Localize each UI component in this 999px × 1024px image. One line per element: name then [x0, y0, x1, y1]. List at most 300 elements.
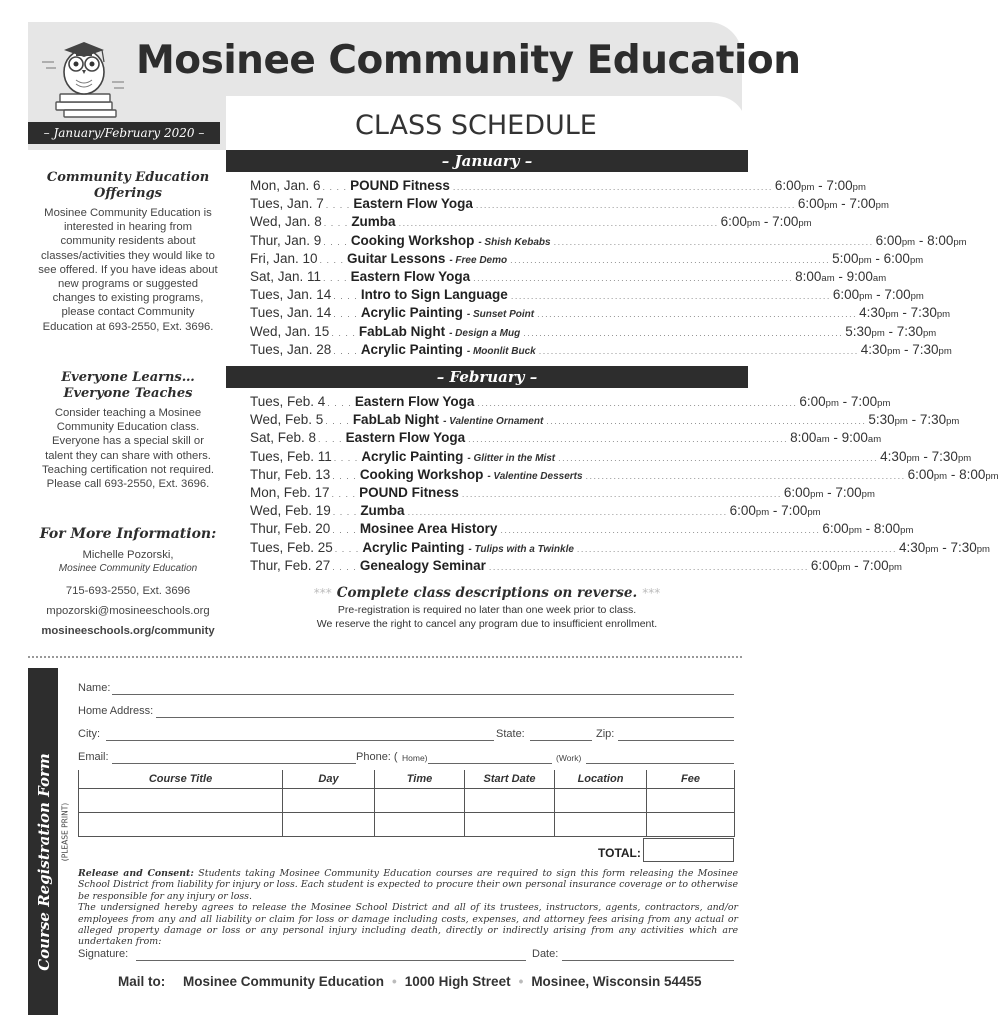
- everyone-learns-body: Consider teaching a Mosinee Community Education class. Everyone has a special skill or talent they can share with others. Teaching certification not required. Please call 693-2550, Ext. 3696.: [41, 407, 215, 491]
- start-time: 4:30: [880, 448, 907, 464]
- location-cell[interactable]: [555, 788, 647, 812]
- class-time: [880, 449, 971, 464]
- preregistration-note: [250, 603, 724, 631]
- class-subtitle: - Shish Kebabs: [478, 236, 551, 248]
- schedule-row: [250, 412, 960, 430]
- cut-line-divider: [28, 656, 742, 658]
- reverse-note-text: Complete class descriptions on reverse.: [336, 585, 638, 601]
- time-dash: -: [850, 557, 863, 573]
- website-link[interactable]: mosineeschools.org/community: [41, 625, 215, 637]
- start-time: 8:00: [790, 430, 817, 446]
- leader-dots: . . . .: [332, 525, 357, 536]
- start-time: 6:00: [783, 484, 811, 500]
- class-date: Wed, Feb. 5: [250, 412, 324, 428]
- end-time: 7:00: [826, 178, 853, 193]
- class-name: Acrylic Painting: [360, 305, 463, 321]
- class-date: Thur, Feb. 13: [250, 466, 331, 482]
- leader-dots: . . . .: [323, 272, 348, 283]
- leader-dots: ................................................................................: [473, 272, 794, 283]
- end-time: 8:00: [959, 466, 986, 482]
- phone-label: Phone: (: [356, 751, 398, 763]
- start-ampm: pm: [906, 452, 920, 464]
- leader-dots: . . . .: [332, 470, 357, 481]
- leader-dots: . . . .: [323, 218, 349, 229]
- leader-dots: ................................................................................: [468, 434, 789, 445]
- start-time: 4:30: [898, 539, 926, 555]
- leader-dots: ................................................................................: [461, 488, 782, 499]
- schedule-row: [250, 466, 999, 485]
- everyone-learns-section: [38, 370, 218, 491]
- end-ampm: pm: [875, 200, 889, 212]
- city-row: [78, 728, 734, 744]
- class-date: Sat, Feb. 8: [250, 430, 317, 446]
- time-dash: -: [814, 178, 827, 193]
- schedule-row: [250, 484, 875, 503]
- time-dash: -: [829, 430, 842, 446]
- form-side-title: Course Registration Form: [35, 753, 53, 971]
- leader-dots: ................................................................................: [576, 543, 897, 554]
- start-date-cell[interactable]: [465, 788, 555, 812]
- leader-dots: ................................................................................: [500, 525, 821, 536]
- schedule-row: [250, 287, 924, 305]
- release-heading: Release and Consent:: [78, 868, 194, 879]
- class-name: Eastern Flow Yoga: [350, 268, 471, 284]
- class-date: Mon, Feb. 17: [250, 484, 330, 500]
- reverse-note: [250, 582, 724, 601]
- leader-dots: . . . .: [325, 200, 351, 211]
- class-date: Tues, Feb. 25: [250, 539, 333, 555]
- start-ampm: pm: [871, 327, 885, 339]
- end-ampm: am: [867, 434, 882, 446]
- preregistration-line: Pre-registration is required no later than one week prior to class.: [337, 604, 637, 616]
- time-dash: -: [769, 503, 782, 519]
- end-ampm: pm: [807, 507, 821, 519]
- leader-dots: ................................................................................: [585, 470, 906, 481]
- stars-left: ***: [313, 586, 332, 600]
- class-date: Tues, Feb. 11: [250, 448, 332, 464]
- zip-field[interactable]: [618, 740, 734, 741]
- leader-dots: ................................................................................: [477, 398, 798, 408]
- end-ampm: pm: [936, 309, 951, 321]
- class-name: FabLab Night: [352, 412, 440, 428]
- class-time: [795, 269, 886, 284]
- time-dash: -: [915, 232, 928, 248]
- end-time: 7:30: [910, 305, 937, 321]
- start-ampm: pm: [894, 416, 908, 428]
- start-ampm: pm: [858, 254, 872, 266]
- fee-cell[interactable]: [647, 812, 735, 836]
- end-time: 7:00: [884, 287, 911, 303]
- class-subtitle: - Valentine Desserts: [487, 470, 583, 482]
- start-time: 4:30: [860, 341, 888, 357]
- end-ampm: pm: [910, 291, 924, 303]
- start-ampm: pm: [925, 543, 939, 555]
- course-title-cell[interactable]: [79, 812, 283, 836]
- leader-dots: ................................................................................: [553, 236, 874, 247]
- time-cell[interactable]: [375, 788, 465, 812]
- end-ampm: pm: [861, 488, 875, 500]
- february-schedule: [250, 394, 999, 576]
- leader-dots: ................................................................................: [510, 291, 831, 302]
- name-row: [78, 682, 734, 698]
- leader-dots: ................................................................................: [452, 182, 773, 192]
- end-ampm: pm: [946, 416, 960, 428]
- end-ampm: pm: [909, 254, 924, 266]
- class-name: Eastern Flow Yoga: [345, 430, 466, 446]
- end-ampm: pm: [900, 525, 914, 537]
- class-name: Zumba: [360, 503, 405, 519]
- period-bar: – January/February 2020 –: [28, 122, 220, 144]
- start-ampm: pm: [901, 236, 916, 248]
- end-time: 7:00: [850, 394, 878, 409]
- end-time: 6:00: [883, 250, 910, 266]
- mail-org: Mosinee Community Education: [183, 974, 385, 989]
- leader-dots: . . . .: [332, 561, 357, 572]
- leader-dots: . . . .: [322, 182, 348, 192]
- class-date: Tues, Jan. 14: [250, 305, 332, 321]
- date-field[interactable]: [562, 960, 734, 961]
- class-time: [861, 342, 952, 357]
- start-time: 5:00: [832, 250, 859, 266]
- start-time: 4:30: [859, 305, 886, 321]
- leader-dots: ................................................................................: [523, 327, 844, 338]
- time-dash: -: [872, 287, 885, 303]
- end-time: 7:30: [919, 412, 947, 428]
- class-name: POUND Fitness: [350, 178, 450, 193]
- class-time: [832, 251, 923, 266]
- schedule-row: [250, 557, 902, 576]
- end-ampm: pm: [953, 236, 967, 248]
- class-date: Thur, Feb. 27: [250, 557, 331, 573]
- leader-dots: . . . .: [325, 416, 350, 427]
- class-date: Tues, Feb. 4: [250, 394, 326, 409]
- owl-graduate-icon: [36, 26, 128, 124]
- day-cell[interactable]: [283, 812, 375, 836]
- time-dash: -: [871, 250, 884, 266]
- work-phone-field[interactable]: [586, 763, 734, 764]
- class-date: Tues, Jan. 7: [250, 196, 324, 212]
- schedule-row: [250, 341, 952, 360]
- leader-dots: ................................................................................: [510, 254, 831, 265]
- mail-to-address: [118, 974, 702, 989]
- start-date-cell[interactable]: [465, 812, 555, 836]
- schedule-row: [250, 268, 887, 287]
- mail-city: Mosinee, Wisconsin 54455: [531, 974, 702, 989]
- class-time: [721, 214, 812, 229]
- contact-title: Mosinee Community Education: [58, 563, 198, 574]
- start-ampm: pm: [755, 507, 770, 519]
- class-date: Thur, Jan. 9: [250, 232, 322, 248]
- start-time: 6:00: [774, 178, 802, 193]
- course-table-header: [79, 770, 735, 788]
- class-time: [833, 287, 924, 302]
- community-offerings-body: Mosinee Community Education is interested in hearing from community residents about classes/activities they would like to see offered. If you have ideas about new programs or suggested changes to existing programs, please contact Community Education at 693-2550, Ext. 3696.: [38, 207, 218, 333]
- zip-label: Zip:: [596, 728, 615, 740]
- leader-dots: ................................................................................: [558, 452, 879, 463]
- start-time: 6:00: [720, 214, 747, 230]
- class-name: Eastern Flow Yoga: [354, 394, 475, 409]
- everyone-learns-heading: Everyone Learns… Everyone Teaches: [61, 370, 195, 401]
- start-time: 6:00: [797, 196, 825, 212]
- time-dash: -: [907, 412, 920, 428]
- leader-dots: ................................................................................: [398, 218, 719, 229]
- signature-row: [78, 948, 734, 964]
- time-dash: -: [938, 539, 951, 555]
- class-time: [876, 233, 967, 248]
- day-cell[interactable]: [283, 788, 375, 812]
- address-row: [78, 705, 734, 721]
- end-time: 9:00: [841, 430, 868, 446]
- end-ampm: pm: [798, 218, 812, 230]
- table-row: [79, 812, 735, 836]
- class-time: [822, 521, 913, 536]
- name-label: Name:: [78, 682, 111, 694]
- class-time: [798, 196, 889, 211]
- class-name: Cooking Workshop: [359, 466, 484, 482]
- class-name: Acrylic Painting: [361, 448, 464, 464]
- contact-email-link[interactable]: mpozorski@mosineeschools.org: [46, 605, 210, 617]
- total-label: TOTAL:: [598, 846, 641, 860]
- start-time: 6:00: [729, 503, 756, 519]
- leader-dots: ................................................................................: [407, 507, 728, 518]
- leader-dots: . . . .: [333, 452, 359, 463]
- schedule-row: [250, 521, 914, 539]
- class-time: [784, 485, 875, 500]
- time-dash: -: [823, 484, 836, 500]
- class-time: [775, 178, 866, 193]
- start-ampm: pm: [887, 345, 901, 357]
- release-text-2: The undersigned hereby agrees to release the Mosinee School District and all of its trustees, instructors, agents, contractors, and/or employees from any and all liability or claim for loss or damage including costs, expenses, and attorney fees arising from any actual or alleged property damage or loss or any personal injury including death, directly or indirectly arising from any activities which are undertaken from:: [78, 902, 738, 948]
- class-name: Guitar Lessons: [347, 250, 446, 266]
- more-info-section: [38, 526, 218, 638]
- address-field[interactable]: [156, 717, 734, 718]
- course-table: [78, 770, 735, 837]
- leader-dots: . . . .: [334, 543, 360, 554]
- start-ampm: am: [821, 272, 835, 284]
- please-print-note: (PLEASE PRINT): [60, 802, 70, 862]
- leader-dots: . . . .: [331, 488, 357, 499]
- end-ampm: pm: [888, 561, 902, 573]
- end-time: 7:30: [912, 341, 939, 357]
- class-name: FabLab Night: [358, 323, 446, 339]
- more-info-heading: For More Information:: [39, 526, 217, 542]
- class-time: [868, 412, 959, 427]
- city-field[interactable]: [106, 740, 494, 741]
- class-subtitle: - Moonlit Buck: [466, 345, 536, 357]
- start-ampm: pm: [859, 291, 873, 303]
- end-ampm: pm: [976, 543, 990, 555]
- january-header: – January –: [226, 150, 748, 172]
- course-title-cell[interactable]: [79, 788, 283, 812]
- col-start-date: Start Date: [465, 770, 555, 788]
- contact-row: [78, 751, 734, 767]
- start-ampm: pm: [933, 470, 948, 482]
- start-ampm: pm: [746, 218, 761, 230]
- time-dash: -: [838, 394, 851, 409]
- release-consent: [78, 868, 738, 948]
- class-time: [799, 394, 890, 409]
- end-time: 8:00: [873, 521, 901, 537]
- start-ampm: pm: [837, 561, 851, 573]
- time-dash: -: [884, 323, 897, 339]
- signature-label: Signature:: [78, 948, 129, 960]
- release-paragraph-1: [78, 868, 738, 902]
- end-time: 7:00: [772, 214, 799, 230]
- start-ampm: pm: [824, 200, 838, 212]
- start-time: 6:00: [799, 394, 826, 409]
- end-ampm: pm: [852, 182, 866, 193]
- community-offerings-heading: Community Education Offerings: [46, 170, 210, 201]
- end-ampm: pm: [923, 327, 937, 339]
- class-time: [790, 430, 881, 445]
- class-name: Cooking Workshop: [350, 232, 475, 248]
- leader-dots: . . . .: [319, 254, 345, 265]
- schedule-row: [250, 305, 951, 323]
- schedule-row: [250, 539, 990, 558]
- leader-dots: . . . .: [323, 236, 348, 247]
- class-name: Intro to Sign Language: [360, 287, 508, 303]
- class-subtitle: - Design a Mug: [449, 327, 521, 339]
- class-time: [908, 467, 999, 482]
- leader-dots: . . . .: [327, 398, 352, 408]
- leader-dots: . . . .: [333, 345, 358, 356]
- end-time: 8:00: [927, 232, 954, 248]
- time-cell[interactable]: [375, 812, 465, 836]
- start-time: 6:00: [832, 287, 860, 303]
- time-dash: -: [900, 341, 913, 357]
- start-ampm: pm: [801, 182, 815, 193]
- class-subtitle: - Tulips with a Twinkle: [468, 543, 574, 555]
- mail-to-label: Mail to:: [118, 974, 166, 989]
- schedule-row: [250, 196, 889, 214]
- class-date: Thur, Feb. 20: [250, 521, 331, 537]
- home-phone-field[interactable]: [428, 763, 552, 764]
- start-time: 5:30: [868, 412, 895, 428]
- schedule-row: [250, 430, 882, 448]
- col-location: Location: [555, 770, 647, 788]
- class-subtitle: - Valentine Ornament: [443, 416, 544, 428]
- end-time: 7:30: [950, 539, 977, 555]
- class-name: Eastern Flow Yoga: [353, 196, 473, 212]
- date-label: Date:: [532, 948, 559, 960]
- start-time: 6:00: [822, 521, 849, 537]
- end-ampm: pm: [985, 470, 999, 482]
- end-ampm: pm: [957, 452, 972, 464]
- february-header: – February –: [226, 366, 748, 388]
- start-time: 8:00: [795, 268, 822, 284]
- end-ampm: pm: [938, 345, 952, 357]
- start-time: 6:00: [907, 466, 934, 482]
- time-dash: -: [837, 196, 850, 212]
- release-text-1: Students taking Mosinee Community Education courses are required to sign this form releasing the Mosinee School District from liability for injury or loss. Each student is expected to procure their own personal insurance coverage or to otherwise be responsible for any injury or loss.: [78, 868, 738, 902]
- end-ampm: am: [872, 272, 887, 284]
- class-date: Wed, Jan. 8: [250, 214, 322, 230]
- leader-dots: ................................................................................: [538, 345, 859, 356]
- class-name: Zumba: [351, 214, 396, 230]
- time-dash: -: [919, 448, 932, 464]
- class-name: Acrylic Painting: [360, 341, 463, 357]
- org-title: Mosinee Community Education: [136, 38, 801, 83]
- end-time: 7:00: [781, 503, 808, 519]
- leader-dots: ................................................................................: [488, 561, 809, 572]
- mail-street: 1000 High Street: [404, 974, 511, 989]
- schedule-row: [250, 178, 866, 196]
- name-field[interactable]: [112, 694, 734, 695]
- bullet-separator: •: [392, 974, 397, 989]
- class-time: [730, 503, 821, 518]
- schedule-row: [250, 214, 812, 232]
- start-time: 5:30: [845, 323, 872, 339]
- end-time: 7:00: [849, 196, 876, 212]
- class-time: [899, 540, 990, 555]
- class-time: [811, 558, 902, 573]
- schedule-row: [250, 232, 967, 251]
- signature-field[interactable]: [136, 960, 526, 961]
- class-name: Acrylic Painting: [362, 539, 465, 555]
- col-day: Day: [283, 770, 375, 788]
- start-time: 6:00: [875, 232, 902, 248]
- contact-name: Michelle Pozorski,: [82, 549, 174, 561]
- end-time: 9:00: [846, 268, 873, 284]
- end-time: 7:00: [862, 557, 889, 573]
- schedule-row: [250, 503, 821, 521]
- email-field[interactable]: [112, 763, 356, 764]
- stars-right: ***: [642, 586, 661, 600]
- class-name: POUND Fitness: [359, 484, 459, 500]
- leader-dots: . . . .: [318, 434, 343, 445]
- leader-dots: . . . .: [333, 309, 358, 320]
- schedule-row: [250, 250, 924, 269]
- leader-dots: ................................................................................: [537, 309, 858, 320]
- time-dash: -: [861, 521, 874, 537]
- class-subtitle: - Sunset Point: [466, 309, 535, 321]
- class-date: Fri, Jan. 10: [250, 250, 318, 266]
- email-label: Email:: [78, 751, 109, 763]
- total-field[interactable]: [643, 838, 734, 862]
- work-phone-label: (Work): [556, 753, 582, 763]
- time-dash: -: [834, 268, 847, 284]
- start-ampm: pm: [825, 398, 839, 409]
- contact-phone: 715-693-2550, Ext. 3696: [65, 585, 191, 597]
- col-course-title: Course Title: [79, 770, 283, 788]
- city-label: City:: [78, 728, 100, 740]
- schedule-title: CLASS SCHEDULE: [355, 110, 597, 141]
- fee-cell[interactable]: [647, 788, 735, 812]
- schedule-row: [250, 394, 891, 412]
- start-ampm: pm: [885, 309, 899, 321]
- schedule-row: [250, 323, 937, 342]
- col-fee: Fee: [647, 770, 735, 788]
- january-schedule: [250, 178, 967, 360]
- time-dash: -: [760, 214, 773, 230]
- end-time: 7:30: [931, 448, 958, 464]
- bullet-separator: •: [518, 974, 524, 989]
- class-date: Tues, Jan. 28: [250, 341, 332, 357]
- col-time: Time: [375, 770, 465, 788]
- start-time: 6:00: [810, 557, 838, 573]
- class-time: [859, 305, 950, 320]
- time-dash: -: [947, 466, 960, 482]
- class-date: Wed, Feb. 19: [250, 503, 331, 519]
- leader-dots: . . . .: [333, 291, 358, 302]
- schedule-row: [250, 448, 972, 467]
- state-field[interactable]: [530, 740, 592, 741]
- location-cell[interactable]: [555, 812, 647, 836]
- start-ampm: pm: [810, 488, 824, 500]
- state-label: State:: [496, 728, 525, 740]
- class-name: Mosinee Area History: [359, 521, 498, 537]
- table-row: [79, 788, 735, 812]
